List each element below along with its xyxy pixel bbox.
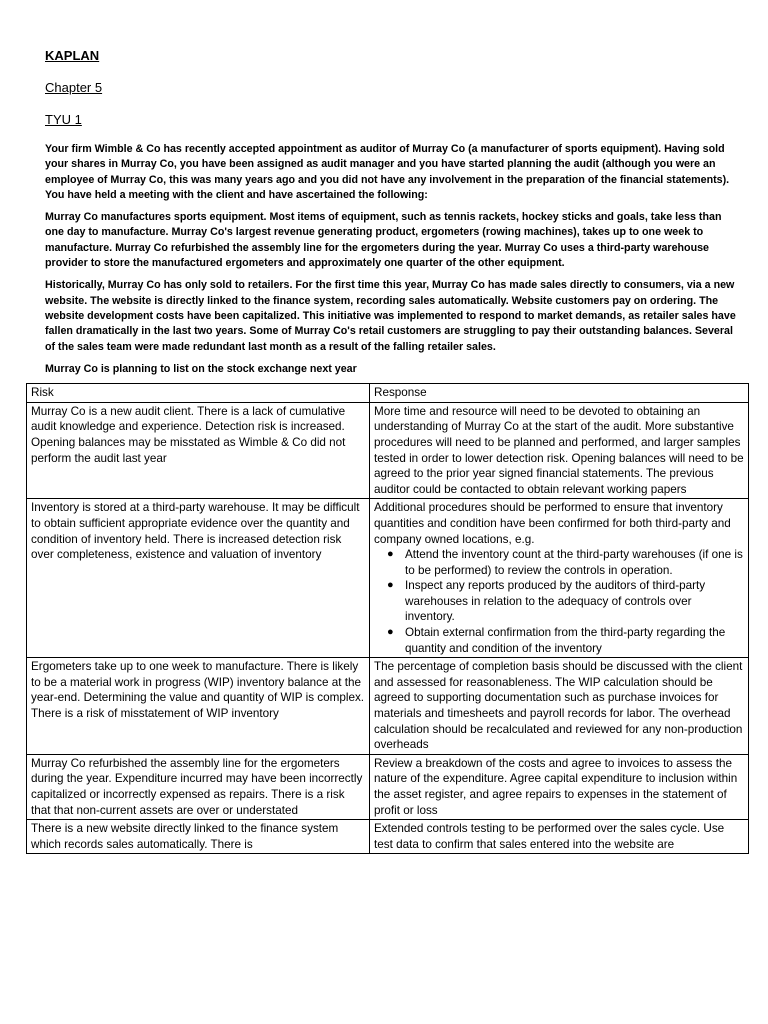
table-row: [27, 754, 749, 819]
risk-cell: Murray Co refurbished the assembly line for the ergometers during the year. Expenditure incurred may have been incorrectly capitalized or incorrectly expensed as repairs. There is a risk that that non-current assets are over or understated: [27, 754, 370, 819]
list-item-text: Obtain external confirmation from the third-party regarding the quantity and condition of the inventory: [405, 626, 726, 655]
list-item: [387, 625, 744, 656]
chapter-heading: Chapter 5: [45, 80, 103, 95]
publisher-heading: KAPLAN: [45, 48, 100, 63]
risk-cell: There is a new website directly linked to the finance system which records sales automatically. There is: [27, 820, 370, 854]
table-row: [27, 402, 749, 499]
bullet-icon: ●: [387, 626, 394, 639]
list-item: [387, 578, 744, 625]
response-cell: The percentage of completion basis should be discussed with the client and assessed for reasonableness. The WIP calculation should be agreed to supporting documentation such as purchase invoices for materials and timesheets and payroll records for labor. The overhead calculation should be recalculated and reviewed for any non-production overheads: [370, 658, 749, 755]
response-cell: More time and resource will need to be devoted to obtaining an understanding of Murray Co at the start of the audit. More substantive procedures will need to be planned and performed, and larger samples tested in order to lower detection risk. Opening balances will need to be agreed to the prior year signed financial statements. The previous auditor could be contacted to obtain relevant working papers: [370, 402, 749, 499]
response-column-header: Response: [370, 384, 749, 403]
risk-response-table: [26, 383, 749, 854]
risk-cell: Ergometers take up to one week to manufacture. There is likely to be a material work in progress (WIP) inventory balance at the year-end. Determining the value and quantity of WIP is complex. There is a risk of misstatement of WIP inventory: [27, 658, 370, 755]
bullet-icon: ●: [387, 579, 394, 592]
risk-cell: Inventory is stored at a third-party warehouse. It may be difficult to obtain sufficient appropriate evidence over the quantity and condition of inventory held. There is increased detection risk over completeness, existence and valuation of inventory: [27, 499, 370, 658]
response-text: Additional procedures should be performed to ensure that inventory quantities and condition have been confirmed for both third-party and company owned locations, e.g.: [374, 501, 731, 546]
paragraph-sales: Historically, Murray Co has only sold to retailers. For the first time this year, Murray Co has made sales directly to consumers, via a new website. The website is directly linked to the finance system, recording sales automatically. Website customers pay on ordering. The website development costs have been capitalized. This initiative was implemented to respond to market demands, as retailer sales have fallen dramatically in the last two years. Some of Murray Co's retail customers are struggling to pay their outstanding balances. Several of the sales team were made redundant last month as a result of the falling retailer sales.: [45, 279, 736, 353]
risk-cell: Murray Co is a new audit client. There is a lack of cumulative audit knowledge and experience. Detection risk is increased. Opening balances may be misstated as Wimble & Co did not perform the audit last year: [27, 402, 370, 499]
response-bullet-list: [374, 547, 744, 656]
table-header-row: [27, 384, 749, 403]
response-cell: Extended controls testing to be performed over the sales cycle. Use test data to confirm that sales entered into the website are: [370, 820, 749, 854]
response-cell: [370, 499, 749, 658]
risk-column-header: Risk: [27, 384, 370, 403]
bullet-icon: ●: [387, 548, 394, 561]
list-item-text: Inspect any reports produced by the auditors of third-party warehouses in relation to the adequacy of controls over inventory.: [405, 579, 706, 624]
paragraph-listing: Murray Co is planning to list on the stock exchange next year: [45, 362, 357, 375]
table-row: [27, 820, 749, 854]
list-item: [387, 547, 744, 578]
section-heading: TYU 1: [45, 112, 82, 127]
table-row: [27, 499, 749, 658]
table-row: [27, 658, 749, 755]
list-item-text: Attend the inventory count at the third-party warehouses (if one is to be performed) to review the controls in operation.: [405, 548, 743, 577]
paragraph-manufacturing: Murray Co manufactures sports equipment. Most items of equipment, such as tennis rackets, hockey sticks and goals, take less than one day to manufacture. Murray Co's largest revenue generating product, ergometers (rowing machines), takes up to one week to manufacture. Murray Co refurbished the assembly line for the ergometers during the year. Murray Co uses a third-party warehouse provider to store the manufactured ergometers and approximately one quarter of the other equipment.: [45, 211, 722, 270]
paragraph-intro: Your firm Wimble & Co has recently accepted appointment as auditor of Murray Co (a manufacturer of sports equipment). Having sold your shares in Murray Co, you have been assigned as audit manager and you have started planning the audit (although you were an employee of Murray Co, this was many years ago and you did not have any involvement in the preparation of the financial statements). You have held a meeting with the client and have ascertained the following:: [45, 143, 730, 201]
response-cell: Review a breakdown of the costs and agree to invoices to assess the nature of the expenditure. Agree capital expenditure to inclusion within the asset register, and agree repairs to expenses in the statement of profit or loss: [370, 754, 749, 819]
